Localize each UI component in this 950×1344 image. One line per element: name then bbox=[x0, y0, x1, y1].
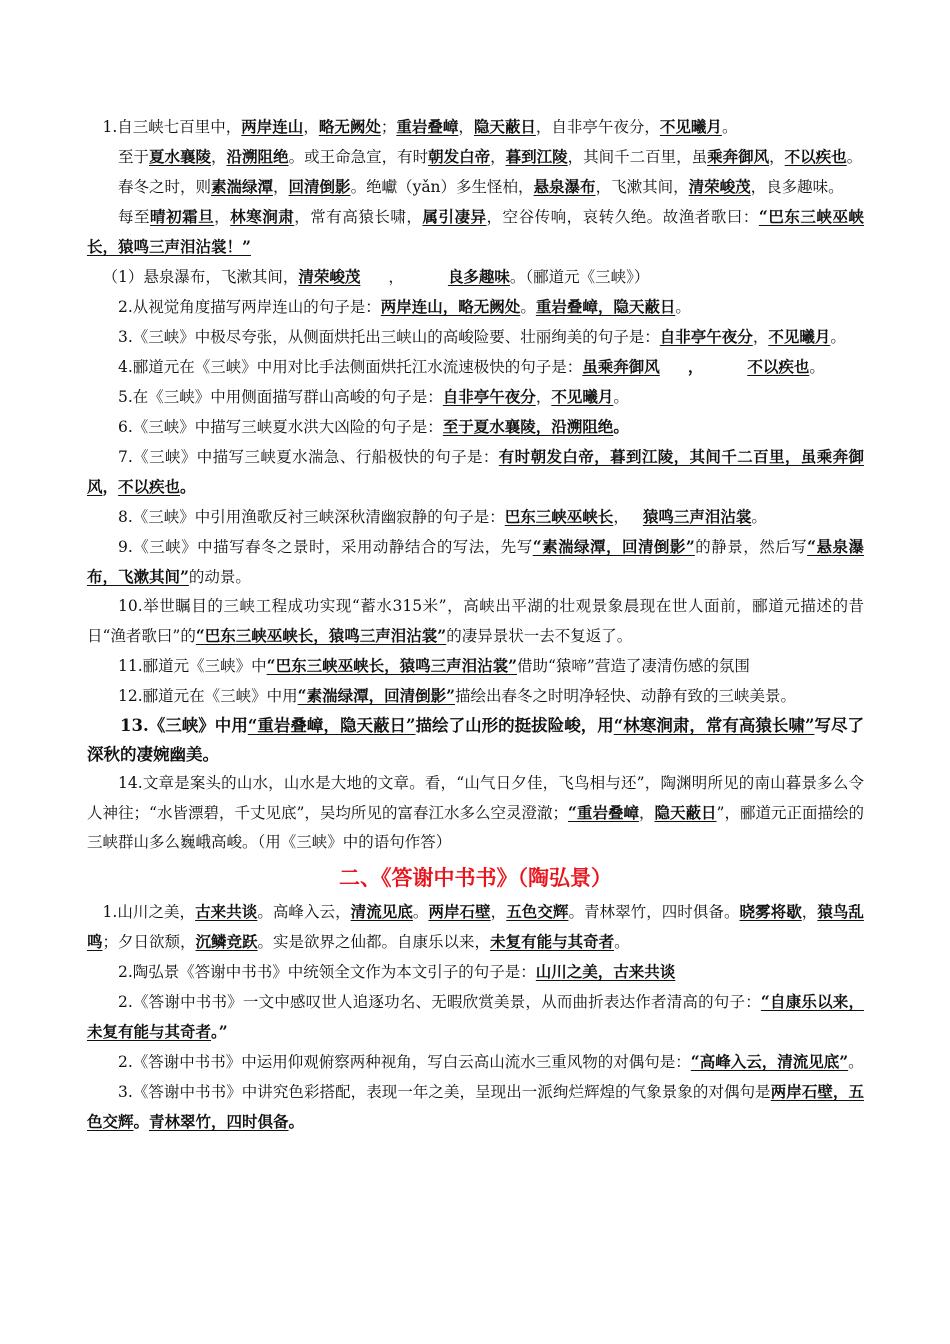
paragraph-1: 1.自三峡七百里中，两岸连山，略无阙处；重岩叠嶂，隐天蔽日，自非亭午夜分，不见曦月。 bbox=[102, 117, 738, 136]
question-2-3: 2.《答谢中书书》中运用仰观俯察两种视角，写白云高山流水三重风物的对偶句是：“高峰入云，清流见底”。 bbox=[118, 1052, 864, 1071]
question-3: 3.《三峡》中极尽夸张，从侧面烘托出三峡山的高峻险要、壮丽绚美的句子是：自非亭午夜分，不见曦月。 bbox=[118, 327, 846, 346]
question-2: 2.从视觉角度描写两岸连山的句子是：两岸连山，略无阙处。重岩叠嶂，隐天蔽日。 bbox=[118, 297, 691, 316]
question-1: （1）悬泉瀑布，飞漱其间，清荣峻茂 ， 良多趣味。（郦道元《三峡》） bbox=[102, 267, 650, 286]
question-10: 10.举世瞩目的三峡工程成功实现“蓄水315米”，高峡出平湖的壮观景象晨现在世人面前，郦道元描述的昔日“渔者歌曰”的“巴东三峡巫峡长，猿鸣三声泪沾裳”的凄异景状一去不复返了。 bbox=[87, 597, 864, 645]
paragraph-2: 至于夏水襄陵，沿溯阻绝。或王命急宣，有时朝发白帝，暮到江陵，其间千二百里，虽乘奔御风，不以疾也。 bbox=[118, 147, 863, 166]
question-5: 5.在《三峡》中用侧面描写群山高峻的句子是：自非亭午夜分，不见曦月。 bbox=[118, 387, 629, 406]
question-12: 12.郦道元在《三峡》中用“素湍绿潭，回清倒影”描绘出春冬之时明净轻快、动静有致的三峡美景。 bbox=[118, 686, 797, 705]
question-2-2: 2.《答谢中书书》一文中感叹世人追逐功名、无暇欣赏美景，从而曲折表达作者清高的句子：“自康乐以来，未复有能与其奇者。” bbox=[87, 992, 864, 1041]
paragraph-3: 春冬之时，则素湍绿潭，回清倒影。绝巘（yǎn）多生怪柏，悬泉瀑布，飞漱其间，清荣峻茂，良多趣味。 bbox=[118, 177, 844, 196]
question-2-1: 2.陶弘景《答谢中书书》中统领全文作为本文引子的句子是：山川之美，古来共谈 bbox=[118, 962, 676, 981]
paragraph-4: 每至晴初霜旦，林寒涧肃，常有高猿长啸，属引凄异，空谷传响，哀转久绝。故渔者歌曰：“巴东三峡巫峡长，猿鸣三声泪沾裳！” bbox=[87, 207, 864, 256]
question-11: 11.郦道元《三峡》中“巴东三峡巫峡长，猿鸣三声泪沾裳”借助“猿啼”营造了凄清伤感的氛围 bbox=[118, 656, 750, 675]
question-6: 6.《三峡》中描写三峡夏水洪大凶险的句子是：至于夏水襄陵，沿溯阻绝。 bbox=[118, 417, 629, 436]
question-7: 7.《三峡》中描写三峡夏水湍急、行船极快的句子是：有时朝发白帝，暮到江陵，其间千二百里，虽乘奔御风，不以疾也。 bbox=[87, 447, 864, 496]
question-8: 8.《三峡》中引用渔歌反衬三峡深秋清幽寂静的句子是：巴东三峡巫峡长， 猿鸣三声泪沾裳。 bbox=[118, 507, 767, 526]
question-4: 4.郦道元在《三峡》中用对比手法侧面烘托江水流速极快的句子是：虽乘奔御风 ， 不以疾也。 bbox=[118, 357, 825, 376]
section-heading: 二、《答谢中书书》（陶弘景） bbox=[339, 866, 612, 890]
question-9: 9.《三峡》中描写春冬之景时，采用动静结合的写法，先写“素湍绿潭，回清倒影”的静景，然后写“悬泉瀑布，飞漱其间”的动景。 bbox=[87, 537, 864, 586]
question-2-4: 3.《答谢中书书》中讲究色彩搭配，表现一年之美，呈现出一派绚烂辉煌的气象景象的对偶句是两岸石壁，五色交辉。青林翠竹，四时俱备。 bbox=[87, 1082, 864, 1131]
paragraph-5: 1.山川之美，古来共谈。高峰入云，清流见底。两岸石壁，五色交辉。青林翠竹，四时俱备。晓雾将歇，猿鸟乱鸣；夕日欲颓，沉鳞竞跃。实是欲界之仙都。自康乐以来，未复有能与其奇者。 bbox=[87, 902, 864, 951]
question-14: 14.文章是案头的山水，山水是大地的文章。看，“山气日夕佳，飞鸟相与还”，陶渊明所见的南山暮景多么令人神往；“水皆漂碧，千丈见底”，吴均所见的富春江水多么空灵澄澈；“重岩叠嶂，隐天蔽日”，郦道元正面描绘的三峡群山多么巍峨高峻。（用《三峡》中的语句作答） bbox=[87, 774, 864, 851]
question-13: 13.《三峡》中用“重岩叠嶂，隐天蔽日”描绘了山形的挺拔险峻，用“林寒涧肃，常有高猿长啸”写尽了深秋的凄婉幽美。 bbox=[87, 716, 865, 764]
